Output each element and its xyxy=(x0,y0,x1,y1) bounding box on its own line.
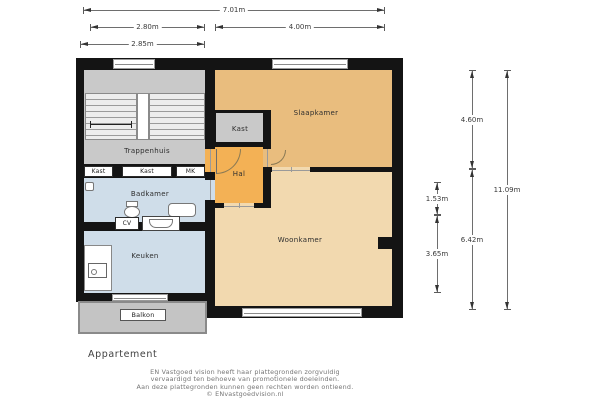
kast-mid-box xyxy=(122,166,172,177)
cv-box xyxy=(115,217,139,230)
opening-hal-slaapkamer xyxy=(263,149,271,167)
window-woonkamer xyxy=(242,308,362,317)
dimension-top-right xyxy=(215,24,385,31)
stairs-gap xyxy=(137,93,149,140)
dimension-right-inner-upper-label: 1.53m xyxy=(425,194,449,203)
kitchen-appliance-fixture xyxy=(88,263,107,278)
dimension-top-lower-left-label: 2.85m xyxy=(128,40,156,48)
stairs-direction-line xyxy=(90,124,132,125)
washbasin-fixture xyxy=(168,203,196,217)
dimension-right-lower-label: 6.42m xyxy=(460,235,484,244)
disclaimer-line-1: EN Vastgoed vision heeft haar plattegronden zorgvuldig xyxy=(150,368,340,376)
bathtub-basin xyxy=(149,219,173,228)
dimension-right-total-label: 11.09m xyxy=(493,186,521,194)
dimension-top-right-label: 4.00m xyxy=(286,23,314,31)
dimension-right-inner-upper xyxy=(425,182,449,215)
opening-trappenhuis-hal xyxy=(205,149,215,172)
room-cv-label: CV xyxy=(122,220,132,227)
wall-exterior-right xyxy=(392,58,403,318)
mk-box xyxy=(176,166,205,177)
stairs-direction-tick-right xyxy=(131,121,132,128)
bathtub-fixture xyxy=(142,216,180,231)
stairs-direction-tick-left xyxy=(90,121,91,128)
door-leaf-hal-entry xyxy=(216,149,217,174)
opening-badkamer-hal xyxy=(205,180,215,200)
window-trappenhuis xyxy=(113,59,155,69)
dimension-right-total xyxy=(493,70,521,310)
dimension-right-inner-lower xyxy=(425,215,449,293)
room-hal-label: Hal xyxy=(232,170,246,178)
dimension-right-inner-lower-label: 3.65m xyxy=(425,250,449,258)
window-slaapkamer xyxy=(272,59,348,69)
dimension-right-upper-label: 4.60m xyxy=(460,115,484,124)
appliance-knob xyxy=(91,269,97,275)
room-badkamer-label: Badkamer xyxy=(130,190,170,198)
room-keuken-label: Keuken xyxy=(131,252,159,260)
stairs-flight-left xyxy=(85,93,137,140)
opening-hal-woonkamer xyxy=(224,203,254,208)
room-kast-mid-label: Kast xyxy=(140,168,154,175)
dimension-top-total-label: 7.01m xyxy=(220,6,248,14)
room-woonkamer-label: Woonkamer xyxy=(277,236,323,244)
copyright-line: © ENvastgoedvision.nl xyxy=(206,389,284,398)
window-keuken-balkon-door xyxy=(112,294,168,301)
room-kast-slaapkamer-label: Kast xyxy=(231,125,249,133)
room-mk-label: MK xyxy=(185,168,196,175)
floorplan-title: Appartement xyxy=(88,349,158,360)
room-kast-left-label: Kast xyxy=(91,168,106,175)
wall-column-notch xyxy=(378,237,392,249)
dimension-top-left xyxy=(90,24,205,31)
footer-disclaimer xyxy=(95,369,395,398)
wall-exterior-left xyxy=(76,58,84,301)
corner-sink-fixture xyxy=(85,182,94,191)
room-slaapkamer-label: Slaapkamer xyxy=(293,109,339,117)
room-trappenhuis-label: Trappenhuis xyxy=(124,147,170,155)
dimension-top-left-label: 2.80m xyxy=(133,23,161,31)
dimension-top-total xyxy=(83,7,385,14)
dimension-right-lower xyxy=(460,169,484,310)
opening-slaapkamer-woonkamer xyxy=(272,167,310,172)
dimension-right-upper xyxy=(460,70,484,169)
kast-left-box xyxy=(84,166,113,177)
balkon-label-box xyxy=(120,309,166,321)
room-balkon-label: Balkon xyxy=(131,311,155,319)
dimension-top-lower-left xyxy=(80,41,205,48)
disclaimer-line-3: Aan deze plattegronden kunnen geen rechten worden ontleend. xyxy=(136,382,354,391)
disclaimer-line-2: vervaardigd ten behoeve van promotionele doeleinden. xyxy=(150,375,340,384)
stairs-flight-right xyxy=(149,93,205,140)
